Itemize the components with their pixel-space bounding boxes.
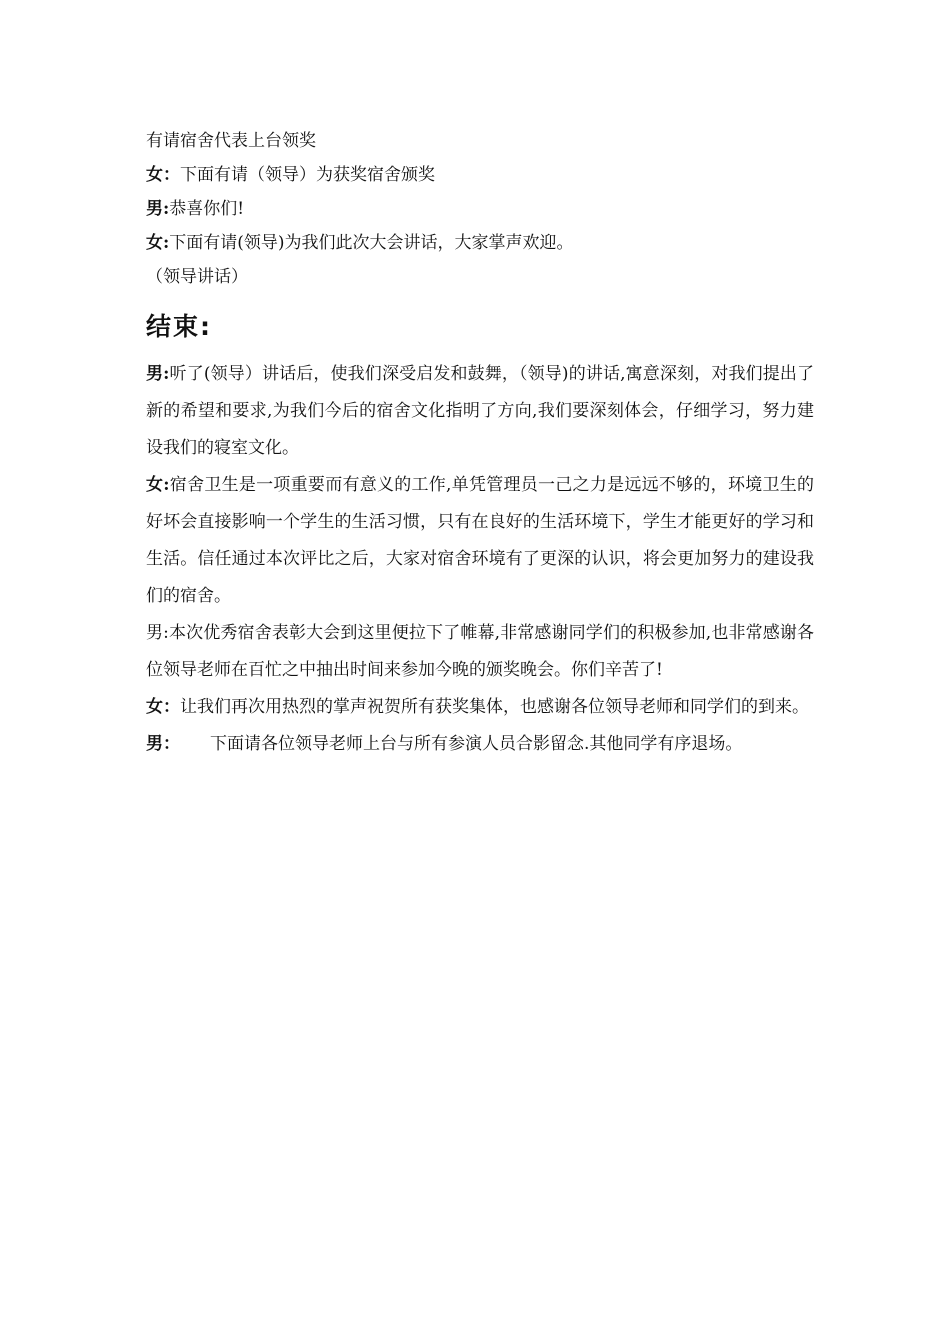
speaker-label: 女： <box>146 165 180 185</box>
section-heading: 结束: <box>146 312 212 341</box>
dialogue-text: 本次优秀宿舍表彰大会到这里便拉下了帷幕,非常感谢同学们的积极参加,也非常感谢各位领导老师在百忙之中抽出时间来参加今晚的颁奖晚会。你们辛苦了! <box>146 623 814 680</box>
dialogue-text: 听了(领导）讲话后，使我们深受启发和鼓舞，（领导)的讲话,寓意深刻，对我们提出了新的希望和要求,为我们今后的宿舍文化指明了方向,我们要深刻体会，仔细学习，努力建设我们的寝室文化。 <box>146 364 815 458</box>
dialogue-text: 下面有请（领导）为获奖宿舍颁奖 <box>180 165 435 185</box>
intro-line-1 <box>146 124 814 158</box>
intro-text: 有请宿舍代表上台领奖 <box>146 131 316 151</box>
document-body <box>146 124 814 763</box>
speaker-label: 男: <box>146 623 169 643</box>
dialogue-text: 恭喜你们! <box>169 199 245 219</box>
closing-paragraph-1 <box>146 356 814 467</box>
closing-paragraph-3 <box>146 615 814 689</box>
intro-line-5 <box>146 260 814 294</box>
speaker-label: 男： <box>146 734 180 754</box>
speaker-label: 男: <box>146 364 170 384</box>
dialogue-text: 宿舍卫生是一项重要而有意义的工作,单凭管理员一己之力是远远不够的，环境卫生的好坏会直接影响一个学生的生活习惯，只有在良好的生活环境下，学生才能更好的学习和生活。信任通过本次评比之后，大家对宿舍环境有了更深的认识，将会更加努力的建设我们的宿舍。 <box>146 475 814 606</box>
closing-paragraph-5 <box>146 726 814 763</box>
dialogue-text: 下面有请(领导)为我们此次大会讲话，大家掌声欢迎。 <box>169 233 574 253</box>
intro-line-3 <box>146 192 814 226</box>
closing-paragraph-2 <box>146 467 814 615</box>
speaker-label: 女: <box>146 475 170 495</box>
dialogue-text: 让我们再次用热烈的掌声祝贺所有获奖集体，也感谢各位领导老师和同学们的到来。 <box>180 697 809 717</box>
intro-line-4 <box>146 226 814 260</box>
dialogue-text: 下面请各位领导老师上台与所有参演人员合影留念.其他同学有序退场。 <box>210 734 743 754</box>
intro-line-2 <box>146 158 814 192</box>
closing-paragraph-4 <box>146 689 814 726</box>
speaker-label: 女: <box>146 233 170 253</box>
speaker-label: 女： <box>146 697 180 717</box>
stage-direction: （领导讲话） <box>146 267 248 287</box>
speaker-label: 男: <box>146 199 170 219</box>
